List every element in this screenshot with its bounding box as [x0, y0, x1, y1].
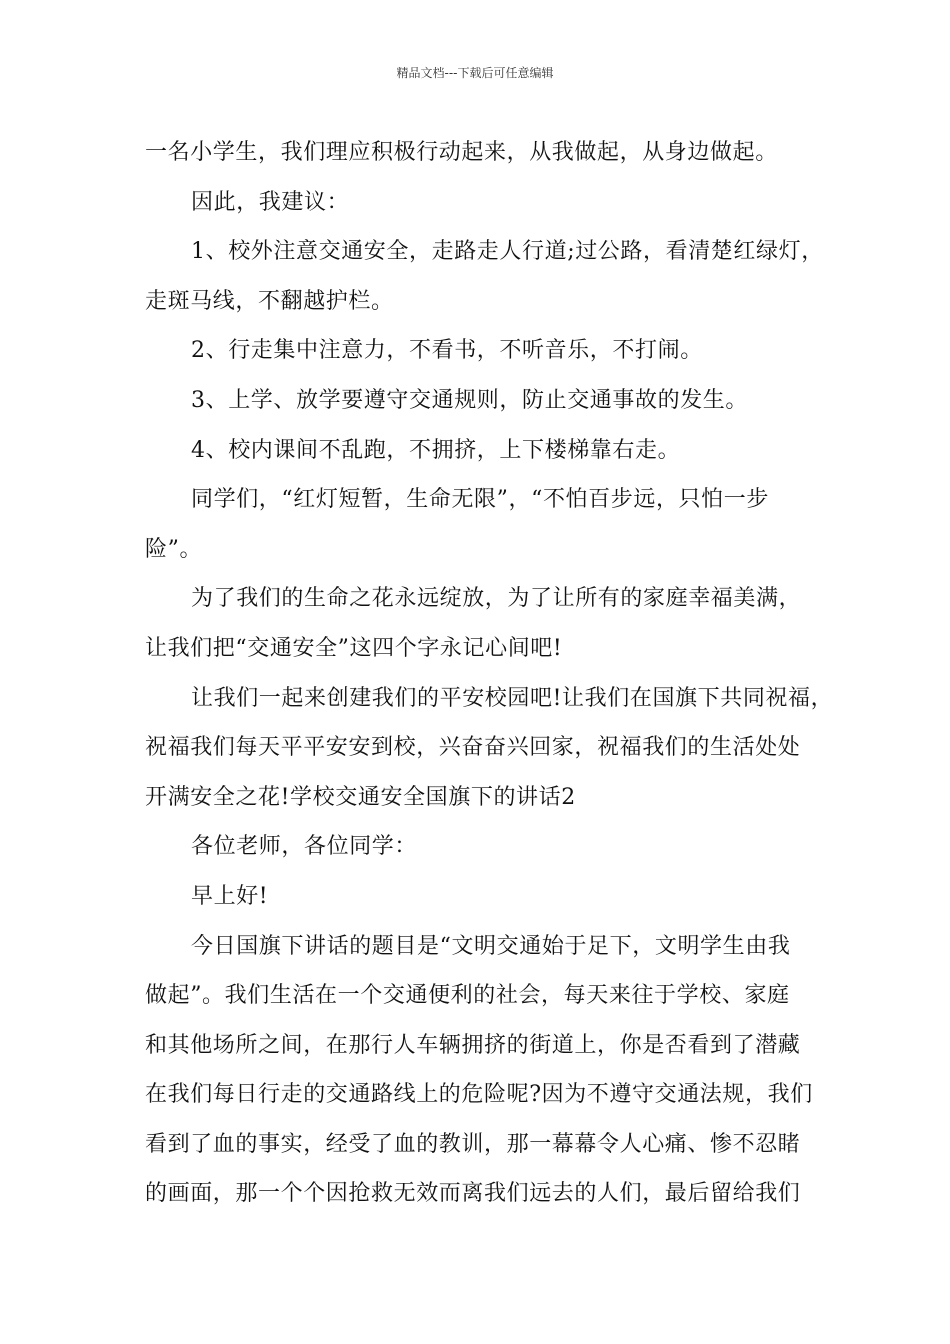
text-line: 早上好!	[191, 883, 269, 909]
text-line: 祝福我们每天平平安安到校，兴奋奋兴回家，祝福我们的生活处处	[145, 735, 801, 761]
text-line: 在我们每日行走的交通路线上的危险呢?因为不遵守交通法规，我们	[145, 1082, 813, 1108]
text-line: 1、校外注意交通安全，走路走人行道;过公路，看清楚红绿灯，	[191, 239, 824, 265]
text-line: 让我们一起来创建我们的平安校园吧!让我们在国旗下共同祝福，	[191, 685, 834, 711]
text-line: 的画面，那一个个因抢救无效而离我们远去的人们，最后留给我们	[145, 1181, 801, 1207]
text-line: 因此，我建议：	[191, 189, 350, 215]
text-line: 今日国旗下讲话的题目是“文明交通始于足下，文明学生由我	[191, 933, 791, 959]
text-line: 为了我们的生命之花永远绽放，为了让所有的家庭幸福美满，	[191, 586, 802, 612]
text-line: 同学们，“红灯短暂，生命无限”，“不怕百步远，只怕一步	[191, 487, 769, 513]
text-line: 让我们把“交通安全”这四个字永记心间吧!	[145, 635, 563, 661]
page-header: 精品文档---下载后可任意编辑	[396, 66, 554, 80]
text-line: 开满安全之花!学校交通安全国旗下的讲话2	[145, 784, 576, 810]
text-line: 做起”。我们生活在一个交通便利的社会，每天来往于学校、家庭	[145, 983, 790, 1009]
text-line: 险”。	[145, 536, 203, 562]
text-line: 一名小学生，我们理应积极行动起来，从我做起，从身边做起。	[145, 140, 778, 165]
document-body	[145, 128, 835, 1219]
text-line: 4、校内课间不乱跑，不拥挤，上下楼梯靠右走。	[191, 437, 681, 463]
text-line: 3、上学、放学要遵守交通规则，防止交通事故的发生。	[191, 387, 748, 413]
text-line: 走斑马线，不翻越护栏。	[145, 288, 394, 314]
text-line: 2、行走集中注意力，不看书，不听音乐，不打闹。	[191, 338, 703, 364]
text-line: 看到了血的事实，经受了血的教训，那一幕幕令人心痛、惨不忍睹	[145, 1131, 801, 1157]
text-line: 和其他场所之间，在那行人车辆拥挤的街道上，你是否看到了潜藏	[145, 1032, 801, 1058]
text-line: 各位老师，各位同学：	[191, 834, 418, 860]
